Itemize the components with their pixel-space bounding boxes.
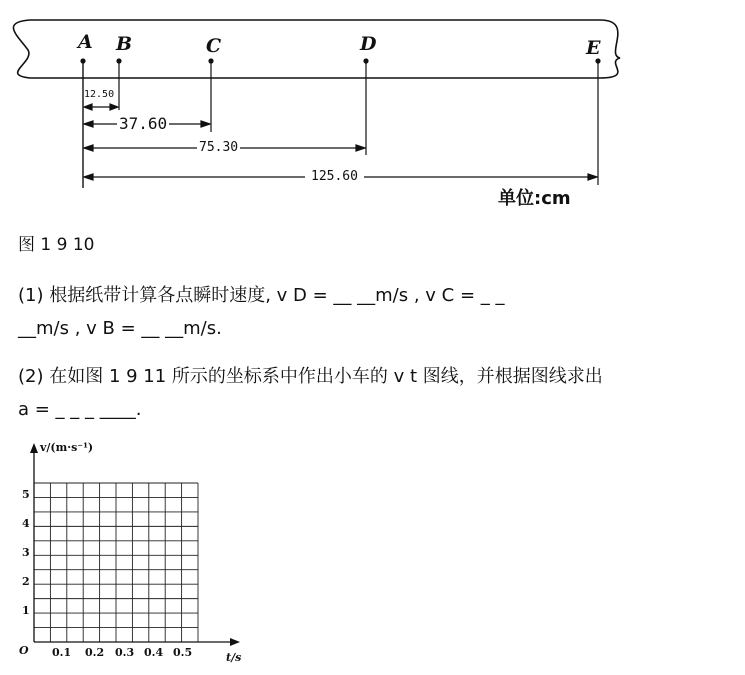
graph-grid (34, 483, 198, 642)
x-tick-0.4: 0.4 (144, 646, 164, 659)
dim-ab-value: 12.50 (84, 89, 115, 100)
dim-ad-value: 75.30 (199, 140, 239, 155)
dim-ab-arrow-right (110, 104, 118, 110)
dim-ac-value: 37.60 (119, 114, 168, 133)
point-b-label: B (116, 33, 133, 55)
dim-ab-arrow-left (84, 104, 92, 110)
y-tick-3: 3 (22, 546, 30, 559)
point-c-label: C (206, 35, 222, 57)
point-d-label: D (360, 33, 377, 55)
y-tick-2: 2 (22, 575, 30, 588)
question-2-line-1: (2) 在如图 1 9 11 所示的坐标系中作出小车的 v t 图线，并根据图线求出 (18, 366, 603, 387)
point-a-label: A (78, 31, 93, 53)
point-e-label: E (586, 37, 601, 59)
tape-outline (13, 20, 620, 78)
x-tick-0.5: 0.5 (173, 646, 193, 659)
figure-caption: 图 1 9 10 (18, 235, 95, 255)
x-axis-arrow (230, 638, 240, 646)
question-1-line-1: (1) 根据纸带计算各点瞬时速度, v D = __ __m/s , v C = _ _ (18, 285, 505, 306)
x-tick-0.2: 0.2 (85, 646, 105, 659)
dim-ad-arrow-right (356, 145, 365, 151)
vt-graph (0, 430, 260, 675)
x-tick-0.3: 0.3 (115, 646, 135, 659)
dim-ad-arrow-left (84, 145, 93, 151)
y-tick-5: 5 (22, 488, 30, 501)
unit-label: 单位:cm (498, 188, 571, 209)
x-axis-label: t/s (226, 651, 242, 664)
dim-ae-arrow-left (84, 174, 93, 180)
dim-ac-arrow-left (84, 121, 93, 127)
x-tick-0.1: 0.1 (52, 646, 72, 659)
question-2-line-2: a = _ _ _ ____. (18, 399, 142, 420)
y-tick-1: 1 (22, 604, 30, 617)
y-axis-label: v/(m·s⁻¹) (40, 441, 94, 454)
question-1-line-2: __m/s , v B = __ __m/s. (18, 318, 222, 339)
origin-label: O (19, 644, 29, 657)
y-tick-4: 4 (22, 517, 30, 530)
dim-ae-arrow-right (588, 174, 597, 180)
dim-ac-arrow-right (201, 121, 210, 127)
y-axis-arrow (30, 443, 38, 453)
dim-ae-value: 125.60 (305, 169, 364, 184)
